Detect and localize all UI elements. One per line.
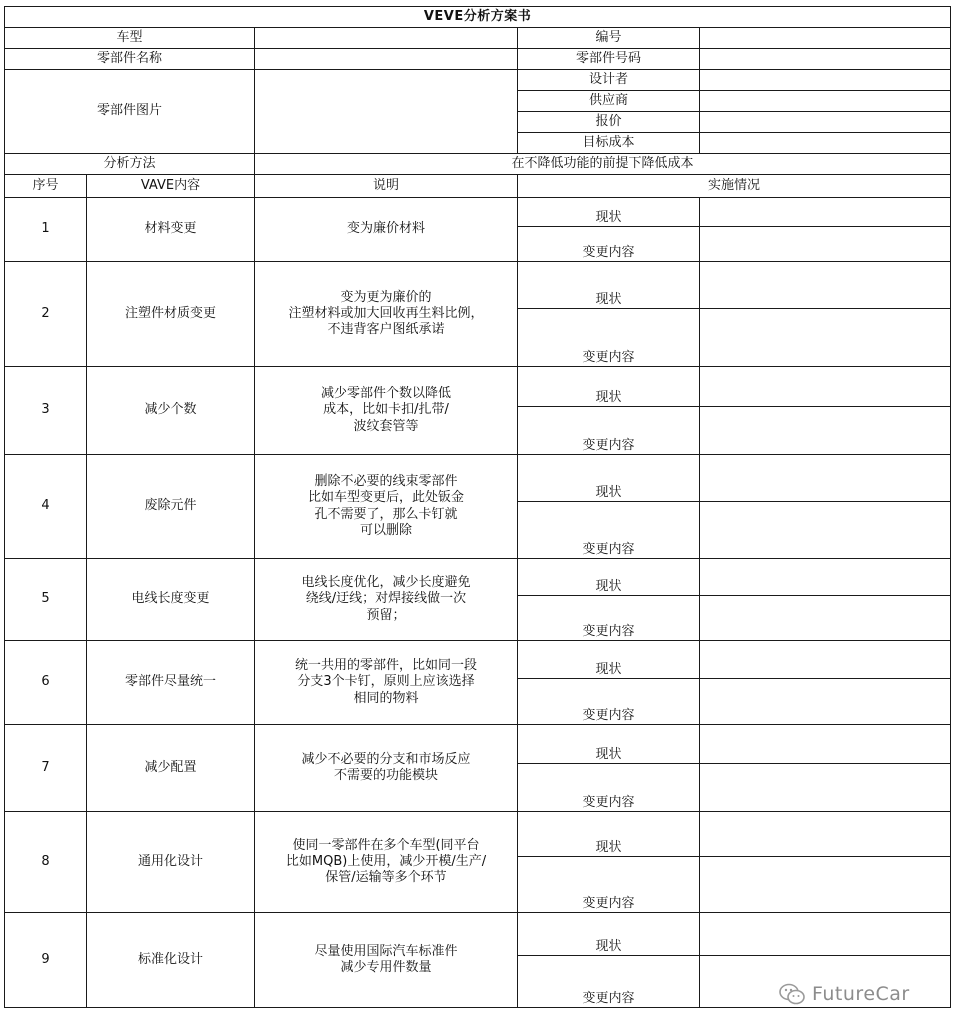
row-change-value[interactable] — [700, 596, 951, 641]
row-seq: 7 — [5, 725, 87, 812]
row-description: 变为更为廉价的 注塑材料或加大回收再生料比例， 不违背客户图纸承诺 — [255, 262, 518, 367]
row-change-label: 变更内容 — [518, 227, 700, 262]
supplier-label: 供应商 — [518, 91, 700, 112]
row-description: 使同一零部件在多个车型(同平台 比如MQB)上使用，减少开模/生产/ 保管/运输等多个环节 — [255, 812, 518, 913]
row-seq: 3 — [5, 367, 87, 455]
row-seq: 5 — [5, 559, 87, 641]
row-current-state-value[interactable] — [700, 812, 951, 857]
row-content: 材料变更 — [87, 198, 255, 262]
table-row — [5, 198, 951, 227]
row-content: 注塑件材质变更 — [87, 262, 255, 367]
row-current-state-label: 现状 — [518, 725, 700, 764]
row-content: 标准化设计 — [87, 913, 255, 1008]
row-description: 电线长度优化，减少长度避免 绕线/迂线；对焊接线做一次 预留； — [255, 559, 518, 641]
col-header-impl: 实施情况 — [518, 175, 951, 198]
row-change-value[interactable] — [700, 764, 951, 812]
table-row — [5, 812, 951, 857]
supplier-value-cell[interactable] — [700, 91, 951, 112]
row-content: 减少配置 — [87, 725, 255, 812]
col-header-desc: 说明 — [255, 175, 518, 198]
row-description: 变为廉价材料 — [255, 198, 518, 262]
quote-value-cell[interactable] — [700, 112, 951, 133]
model-value-cell[interactable] — [255, 28, 518, 49]
vave-table — [4, 6, 951, 1008]
row-current-state-label: 现状 — [518, 367, 700, 407]
part-no-label: 零部件号码 — [518, 49, 700, 70]
wechat-logo-icon — [778, 982, 806, 1006]
quote-label: 报价 — [518, 112, 700, 133]
table-row — [5, 262, 951, 309]
row-current-state-value[interactable] — [700, 641, 951, 679]
row-content: 通用化设计 — [87, 812, 255, 913]
row-description: 减少不必要的分支和市场反应 不需要的功能模块 — [255, 725, 518, 812]
row-seq: 8 — [5, 812, 87, 913]
row-change-label: 变更内容 — [518, 407, 700, 455]
row-change-value[interactable] — [700, 407, 951, 455]
table-row — [5, 455, 951, 502]
row-description: 尽量使用国际汽车标准件 减少专用件数量 — [255, 913, 518, 1008]
row-description: 统一共用的零部件，比如同一段 分支3个卡钉，原则上应该选择 相同的物料 — [255, 641, 518, 725]
row-current-state-label: 现状 — [518, 455, 700, 502]
part-name-value-cell[interactable] — [255, 49, 518, 70]
row-seq: 1 — [5, 198, 87, 262]
row-current-state-label: 现状 — [518, 812, 700, 857]
row-content: 电线长度变更 — [87, 559, 255, 641]
row-change-value[interactable] — [700, 502, 951, 559]
row-change-value[interactable] — [700, 309, 951, 367]
row-current-state-value[interactable] — [700, 367, 951, 407]
row-current-state-label: 现状 — [518, 913, 700, 956]
row-change-label: 变更内容 — [518, 764, 700, 812]
col-header-content: VAVE内容 — [87, 175, 255, 198]
row-seq: 4 — [5, 455, 87, 559]
row-change-value[interactable] — [700, 227, 951, 262]
row-content: 零部件尽量统一 — [87, 641, 255, 725]
number-value-cell[interactable] — [700, 28, 951, 49]
number-label: 编号 — [518, 28, 700, 49]
row-current-state-label: 现状 — [518, 262, 700, 309]
row-change-label: 变更内容 — [518, 309, 700, 367]
row-current-state-label: 现状 — [518, 641, 700, 679]
method-value: 在不降低功能的前提下降低成本 — [255, 154, 951, 175]
row-current-state-value[interactable] — [700, 559, 951, 596]
designer-label: 设计者 — [518, 70, 700, 91]
row-description: 删除不必要的线束零部件 比如车型变更后，此处钣金 孔不需要了，那么卡钉就 可以删除 — [255, 455, 518, 559]
doc-title: VEVE分析方案书 — [5, 7, 951, 28]
row-change-value[interactable] — [700, 679, 951, 725]
row-current-state-label: 现状 — [518, 559, 700, 596]
table-row — [5, 641, 951, 679]
row-current-state-value[interactable] — [700, 262, 951, 309]
row-change-label: 变更内容 — [518, 857, 700, 913]
designer-value-cell[interactable] — [700, 70, 951, 91]
vave-analysis-form — [4, 6, 950, 1024]
row-seq: 2 — [5, 262, 87, 367]
model-label: 车型 — [5, 28, 255, 49]
watermark — [778, 982, 910, 1006]
part-name-label: 零部件名称 — [5, 49, 255, 70]
row-content: 废除元件 — [87, 455, 255, 559]
row-current-state-label: 现状 — [518, 198, 700, 227]
col-header-seq: 序号 — [5, 175, 87, 198]
target-cost-value-cell[interactable] — [700, 133, 951, 154]
row-content: 减少个数 — [87, 367, 255, 455]
row-change-label: 变更内容 — [518, 956, 700, 1008]
table-row — [5, 725, 951, 764]
table-row — [5, 367, 951, 407]
row-description: 减少零部件个数以降低 成本，比如卡扣/扎带/ 波纹套管等 — [255, 367, 518, 455]
part-image-cell[interactable] — [255, 70, 518, 154]
row-change-label: 变更内容 — [518, 596, 700, 641]
row-change-label: 变更内容 — [518, 679, 700, 725]
row-seq: 6 — [5, 641, 87, 725]
row-current-state-value[interactable] — [700, 913, 951, 956]
row-change-value[interactable] — [700, 857, 951, 913]
row-current-state-value[interactable] — [700, 725, 951, 764]
target-cost-label: 目标成本 — [518, 133, 700, 154]
table-row — [5, 913, 951, 956]
watermark-text: FutureCar — [812, 983, 910, 1005]
table-row — [5, 559, 951, 596]
row-change-label: 变更内容 — [518, 502, 700, 559]
row-current-state-value[interactable] — [700, 198, 951, 227]
part-no-value-cell[interactable] — [700, 49, 951, 70]
row-seq: 9 — [5, 913, 87, 1008]
row-current-state-value[interactable] — [700, 455, 951, 502]
method-label: 分析方法 — [5, 154, 255, 175]
part-image-label: 零部件图片 — [5, 70, 255, 154]
